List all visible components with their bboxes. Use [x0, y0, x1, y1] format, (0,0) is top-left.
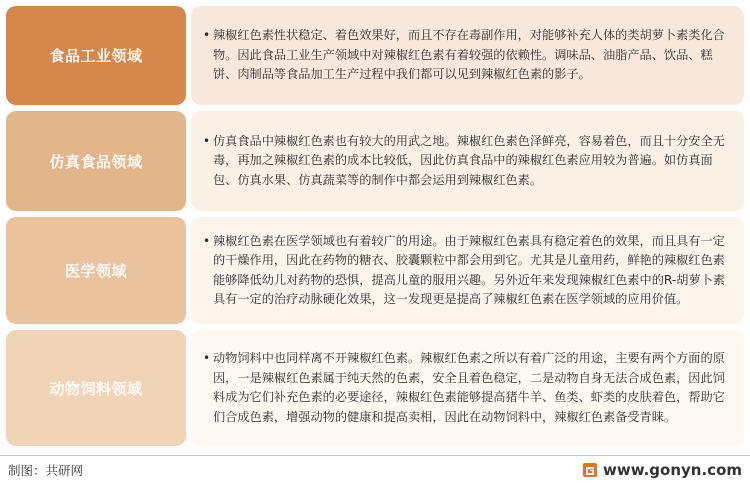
text-medical — [203, 232, 732, 310]
text-animal-feed — [203, 349, 732, 427]
text-imitation-food-body: 仿真食品中辣椒红色素也有较大的用武之地。辣椒红色素色泽鲜亮，容易着色，而且十分安全无毒，再加之辣椒红色素的成本比较低，因此仿真食品中的辣椒红色素应用较为普遍。如仿真面包、仿真水果、仿真蔬菜等的制作中都会运用到辣椒红色素。 — [213, 133, 725, 187]
label-animal-feed: 动物饲料领域 — [6, 330, 186, 446]
text-food-industry-body: 辣椒红色素性状稳定、着色效果好，而且不存在毒副作用，对能够补充人体的类胡萝卜素类化合物。因此食品工业生产领域中对辣椒红色素有着较强的依赖性。调味品、油脂产品、饮品、糕饼、肉制品等食品加工生产过程中我们都可以见到辣椒红色素的影子。 — [213, 28, 725, 82]
row-medical — [6, 217, 744, 324]
content-table — [6, 6, 744, 452]
label-food-industry: 食品工业领域 — [6, 6, 186, 105]
footer-site — [583, 461, 742, 479]
row-food-industry — [6, 6, 744, 105]
row-imitation-food — [6, 111, 744, 211]
text-imitation-food — [203, 132, 732, 191]
text-medical-body: 辣椒红色素在医学领域也有着较广的用途。由于辣椒红色素具有稳定着色的效果，而且具有一定的干燥作用，因此在药物的糖衣、胶囊颗粒中都会用到它。尤其是儿童用药，鲜艳的辣椒红色素能够降低幼儿对药物的恐惧，提高儿童的服用兴趣。另外近年来发现辣椒红色素中的R-胡萝卜素具有一定的治疗动脉硬化效果，这一发现更是提高了辣椒红色素在医学领域的应用价值。 — [213, 233, 726, 306]
gonyn-logo-icon — [583, 463, 597, 477]
bullet-icon: • — [203, 28, 211, 43]
label-imitation-food: 仿真食品领域 — [6, 111, 186, 211]
footer-credit: 制图：共研网 — [8, 462, 84, 478]
content-animal-feed — [191, 330, 744, 446]
label-medical: 医学领域 — [6, 217, 186, 324]
footer-site-url[interactable]: www.gonyn.com — [602, 460, 742, 479]
content-food-industry — [191, 6, 744, 105]
bullet-icon: • — [203, 351, 211, 365]
bullet-icon: • — [203, 233, 211, 248]
bullet-icon: • — [203, 133, 211, 148]
row-animal-feed — [6, 330, 744, 446]
content-imitation-food — [191, 111, 744, 211]
footer — [0, 455, 750, 483]
text-food-industry — [203, 26, 732, 85]
text-animal-feed-body: 动物饲料中也同样离不开辣椒红色素。辣椒红色素之所以有着广泛的用途，主要有两个方面的原因，一是辣椒红色素属于纯天然的色素，安全且着色稳定，二是动物自身无法合成色素，因此饲料成为它们补充色素的必要途径，辣椒红色素能够提高猪牛羊、鱼类、虾类的皮肤着色，帮助它们合成色素，增强动物的健康和提高卖相，因此在动物饲料中，辣椒红色素备受青睐。 — [213, 351, 725, 424]
content-medical — [191, 217, 744, 324]
